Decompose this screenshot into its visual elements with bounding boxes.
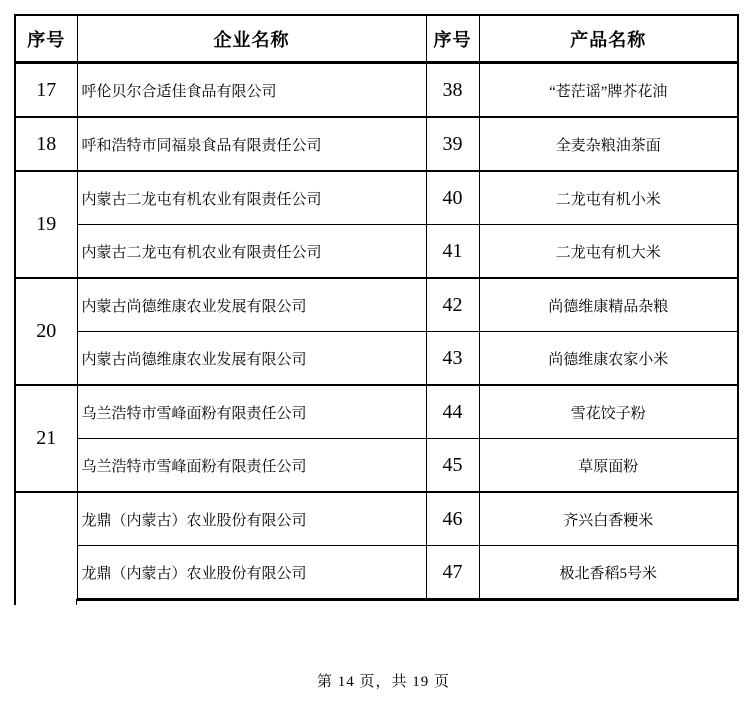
table-row	[15, 117, 738, 171]
table-row	[15, 332, 738, 386]
company-name-cell: 内蒙古二龙屯有机农业有限责任公司	[77, 171, 426, 225]
table-row	[15, 63, 738, 118]
product-name-cell: 尚德维康精品杂粮	[479, 278, 738, 332]
product-serial-cell: 46	[426, 492, 479, 546]
group-serial-cell	[15, 492, 77, 600]
table-container	[14, 14, 739, 601]
table-row	[15, 278, 738, 332]
product-serial-cell: 45	[426, 439, 479, 493]
header-row	[15, 15, 738, 63]
group-serial-cell: 18	[15, 117, 77, 171]
product-name-cell: 二龙屯有机大米	[479, 225, 738, 279]
table-row	[15, 171, 738, 225]
product-serial-cell: 47	[426, 546, 479, 600]
page-number-footer: 第 14 页，共 19 页	[316, 674, 450, 690]
product-serial-cell: 43	[426, 332, 479, 386]
product-name-cell: 齐兴白香粳米	[479, 492, 738, 546]
product-name-cell: 极北香稻5号米	[479, 546, 738, 600]
product-serial-cell: 40	[426, 171, 479, 225]
group-serial-cell: 17	[15, 63, 77, 118]
table-row	[15, 439, 738, 493]
company-name-cell: 乌兰浩特市雪峰面粉有限责任公司	[77, 439, 426, 493]
column-border-tail-right	[76, 599, 77, 605]
table-row	[15, 546, 738, 600]
header-company-name: 企业名称	[77, 15, 426, 63]
table-row	[15, 225, 738, 279]
enterprise-product-table	[14, 14, 739, 601]
group-serial-cell: 19	[15, 171, 77, 278]
company-name-cell: 内蒙古尚德维康农业发展有限公司	[77, 332, 426, 386]
product-serial-cell: 44	[426, 385, 479, 439]
product-name-cell: 全麦杂粮油茶面	[479, 117, 738, 171]
product-serial-cell: 42	[426, 278, 479, 332]
group-serial-cell: 21	[15, 385, 77, 492]
header-serial-product: 序号	[426, 15, 479, 63]
company-name-cell: 内蒙古二龙屯有机农业有限责任公司	[77, 225, 426, 279]
product-serial-cell: 41	[426, 225, 479, 279]
header-product-name: 产品名称	[479, 15, 738, 63]
table-row	[15, 385, 738, 439]
column-border-tail-left	[14, 599, 16, 605]
product-serial-cell: 39	[426, 117, 479, 171]
company-name-cell: 内蒙古尚德维康农业发展有限公司	[77, 278, 426, 332]
company-name-cell: 龙鼎（内蒙古）农业股份有限公司	[77, 546, 426, 600]
product-name-cell: “苍茫谣”牌芥花油	[479, 63, 738, 118]
product-serial-cell: 38	[426, 63, 479, 118]
group-serial-cell: 20	[15, 278, 77, 385]
product-name-cell: 雪花饺子粉	[479, 385, 738, 439]
product-name-cell: 草原面粉	[479, 439, 738, 493]
company-name-cell: 呼和浩特市同福泉食品有限责任公司	[77, 117, 426, 171]
header-serial-company: 序号	[15, 15, 77, 63]
company-name-cell: 乌兰浩特市雪峰面粉有限责任公司	[77, 385, 426, 439]
product-name-cell: 二龙屯有机小米	[479, 171, 738, 225]
table-row	[15, 492, 738, 546]
company-name-cell: 呼伦贝尔合适佳食品有限公司	[77, 63, 426, 118]
company-name-cell: 龙鼎（内蒙古）农业股份有限公司	[77, 492, 426, 546]
product-name-cell: 尚德维康农家小米	[479, 332, 738, 386]
